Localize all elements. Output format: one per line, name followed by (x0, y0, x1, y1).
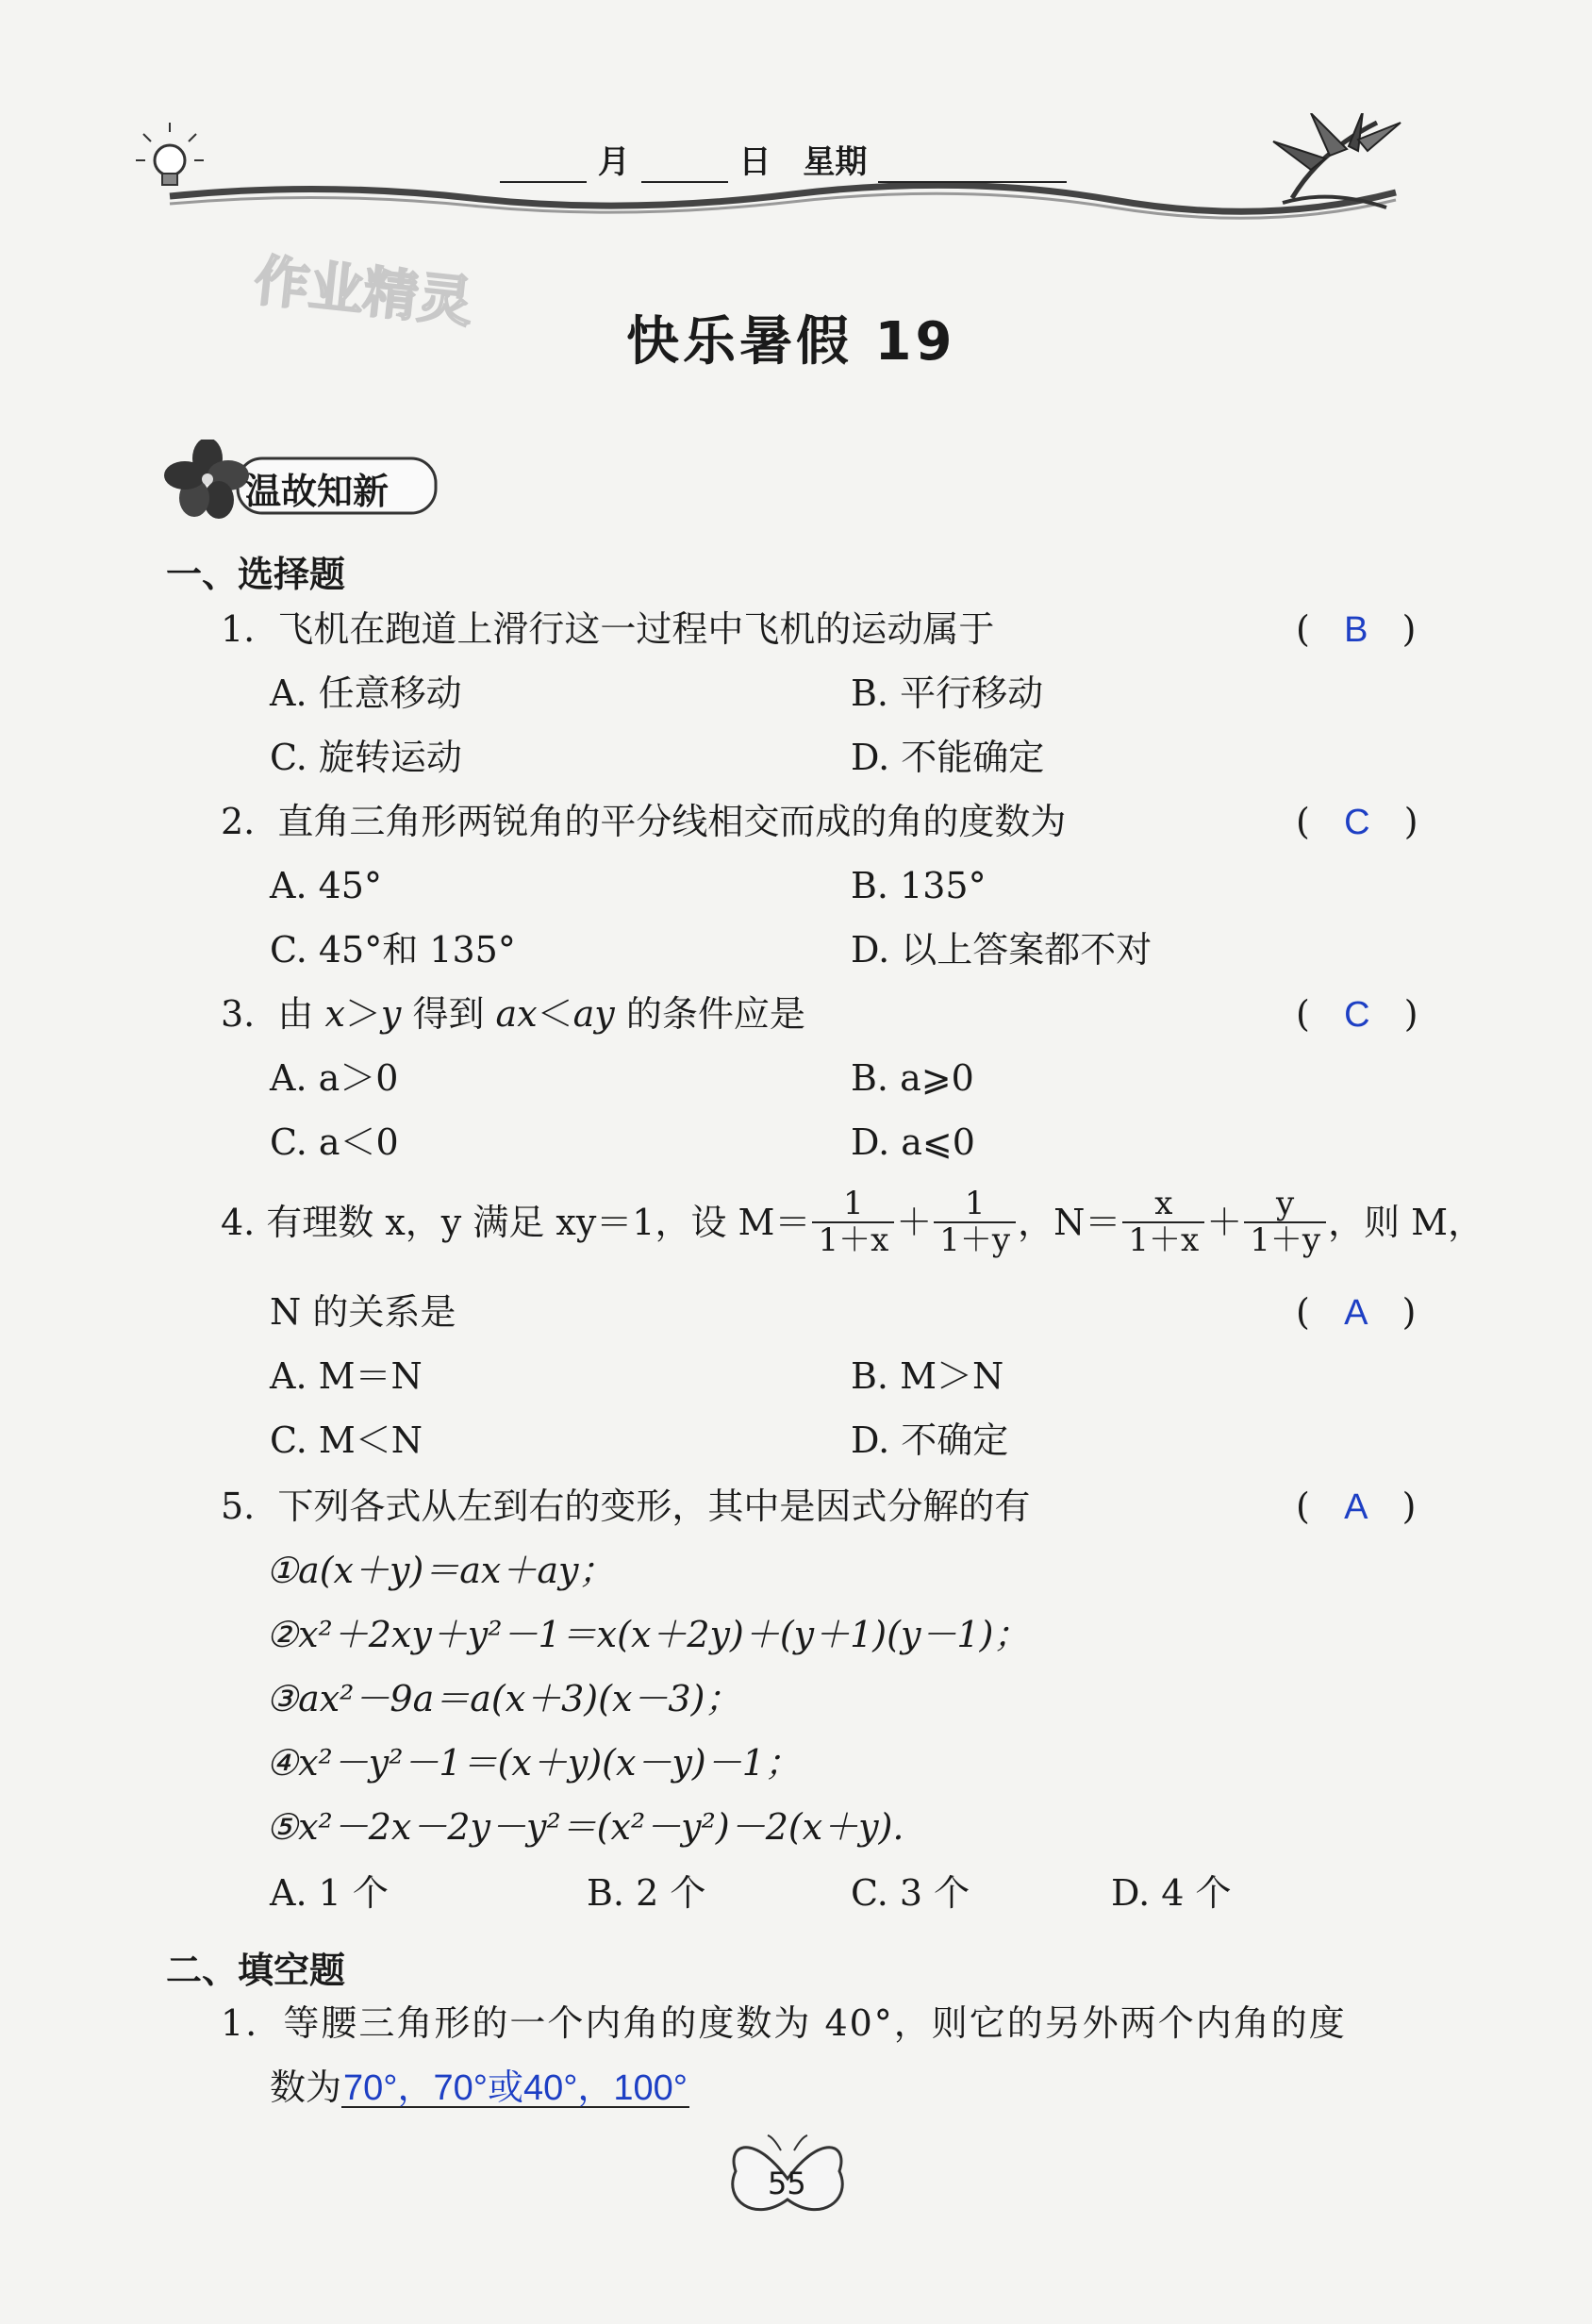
option-c: C. 3 个 (851, 1872, 970, 1914)
question-text: 有理数 x，y 满足 xy＝1，设 M＝ (266, 1202, 811, 1244)
fraction (1122, 1187, 1204, 1259)
numerator: y (1276, 1185, 1295, 1222)
watermark: 作业精灵 (251, 248, 476, 335)
option-d: D. 不能确定 (851, 737, 1045, 778)
answer-paren-2: ( C ) (1296, 801, 1418, 842)
fraction (1244, 1187, 1326, 1259)
question-3 (221, 993, 805, 1035)
answer: B (1344, 610, 1368, 650)
formula-item-4: ④x²－y²－1＝(x＋y)(x－y)－1； (266, 1742, 801, 1784)
option-c: C. 旋转运动 (270, 737, 462, 778)
answer-paren-3: ( C ) (1296, 993, 1418, 1035)
plus-sign: ＋ (1206, 1202, 1243, 1244)
question-2 (221, 801, 1067, 842)
question-text: 得到 (401, 993, 496, 1035)
formula-item-2: ②x²＋2xy＋y²－1＝x(x＋2y)＋(y＋1)(y－1)； (266, 1614, 1030, 1655)
option-b: B. 2 个 (587, 1872, 706, 1914)
var-y: y (380, 993, 402, 1035)
question-number: 2. (221, 801, 256, 842)
option-b: B. a⩾0 (851, 1057, 974, 1099)
answer: A (1344, 1487, 1368, 1527)
lightbulb-icon (136, 123, 204, 185)
month-blank (500, 143, 587, 183)
answer-paren-5: ( A ) (1296, 1486, 1417, 1527)
expr-ay: ay (572, 993, 615, 1035)
expr-ax: ax (495, 993, 538, 1035)
numerator: 1 (843, 1185, 864, 1222)
question-5 (221, 1486, 1031, 1527)
option-b: B. 135° (851, 865, 987, 906)
weekday-label: 星期 (803, 143, 868, 181)
question-text: ，N＝ (1018, 1202, 1121, 1244)
denominator: 1＋x (812, 1221, 894, 1258)
month-label: 月 (597, 143, 630, 181)
denominator: 1＋y (934, 1221, 1016, 1258)
option-b: B. 平行移动 (851, 672, 1044, 714)
option-d: D. a⩽0 (851, 1121, 975, 1163)
question-4 (221, 1187, 1484, 1259)
day-blank (641, 143, 728, 183)
option-d: D. 4 个 (1111, 1872, 1232, 1914)
question-number: 5. (221, 1486, 256, 1527)
option-a: A. a＞0 (270, 1057, 399, 1099)
question-text: 的条件应是 (614, 993, 805, 1035)
option-a: A. 任意移动 (270, 672, 462, 714)
question-number: 4. (221, 1202, 256, 1244)
question-text: 直角三角形两锐角的平分线相交而成的角的度数为 (277, 801, 1067, 842)
answer: A (1344, 1293, 1368, 1333)
option-b: B. M＞N (851, 1355, 1004, 1397)
option-d: D. 以上答案都不对 (851, 929, 1153, 971)
part2-heading: 二、填空题 (166, 1950, 346, 1991)
question-text: 由 (277, 993, 325, 1035)
answer-paren-4: ( A ) (1296, 1291, 1417, 1333)
option-c: C. 45°和 135° (270, 929, 516, 971)
answer-paren-1: ( B ) (1296, 608, 1417, 650)
page-title: 快乐暑假 19 (626, 311, 956, 373)
numerator: x (1154, 1185, 1173, 1222)
var-x: x (324, 993, 345, 1035)
symbol: ＞ (344, 993, 381, 1035)
part1-heading: 一、选择题 (166, 554, 346, 595)
date-line (500, 136, 1067, 183)
question-text: 等腰三角形的一个内角的度数为 40°，则它的另外两个内角的度 (283, 2002, 1347, 2044)
fraction (812, 1187, 894, 1259)
question-text: 飞机在跑道上滑行这一过程中飞机的运动属于 (277, 608, 995, 650)
plus-sign: ＋ (896, 1202, 933, 1244)
weekday-blank (878, 143, 1067, 183)
question-text: ，则 M， (1328, 1202, 1484, 1244)
option-c: C. M＜N (270, 1419, 423, 1461)
fill-question-1-line2 (270, 2069, 689, 2108)
option-d: D. 不确定 (851, 1419, 1009, 1461)
fill-question-1 (221, 2002, 1347, 2044)
option-a: A. M＝N (270, 1355, 423, 1397)
formula-item-5: ⑤x²－2x－2y－y²＝(x²－y²)－2(x＋y). (266, 1806, 904, 1848)
option-a: A. 1 个 (270, 1872, 389, 1914)
question-4-line2: N 的关系是 (270, 1291, 456, 1333)
option-a: A. 45° (270, 865, 382, 906)
answer: C (1344, 995, 1370, 1035)
formula-item-1: ①a(x＋y)＝ax＋ay； (266, 1550, 615, 1591)
page-number: 55 (768, 2166, 806, 2201)
option-c: C. a＜0 (270, 1121, 399, 1163)
question-text: 数为 (270, 2067, 342, 2108)
fill-answer: 70°，70°或40°，100° (343, 2068, 688, 2108)
question-1 (221, 608, 995, 650)
day-label: 日 (738, 143, 771, 181)
question-number: 1. (221, 2002, 259, 2044)
answer: C (1344, 803, 1370, 842)
question-number: 3. (221, 993, 256, 1035)
question-number: 1. (221, 608, 256, 650)
section-badge-label: 温故知新 (245, 471, 390, 512)
numerator: 1 (964, 1185, 986, 1222)
denominator: 1＋x (1122, 1221, 1204, 1258)
symbol: ＜ (537, 993, 573, 1035)
question-text: 下列各式从左到右的变形，其中是因式分解的有 (277, 1486, 1031, 1527)
fraction (934, 1187, 1016, 1259)
denominator: 1＋y (1244, 1221, 1326, 1258)
formula-item-3: ③ax²－9a＝a(x＋3)(x－3)； (266, 1678, 741, 1719)
